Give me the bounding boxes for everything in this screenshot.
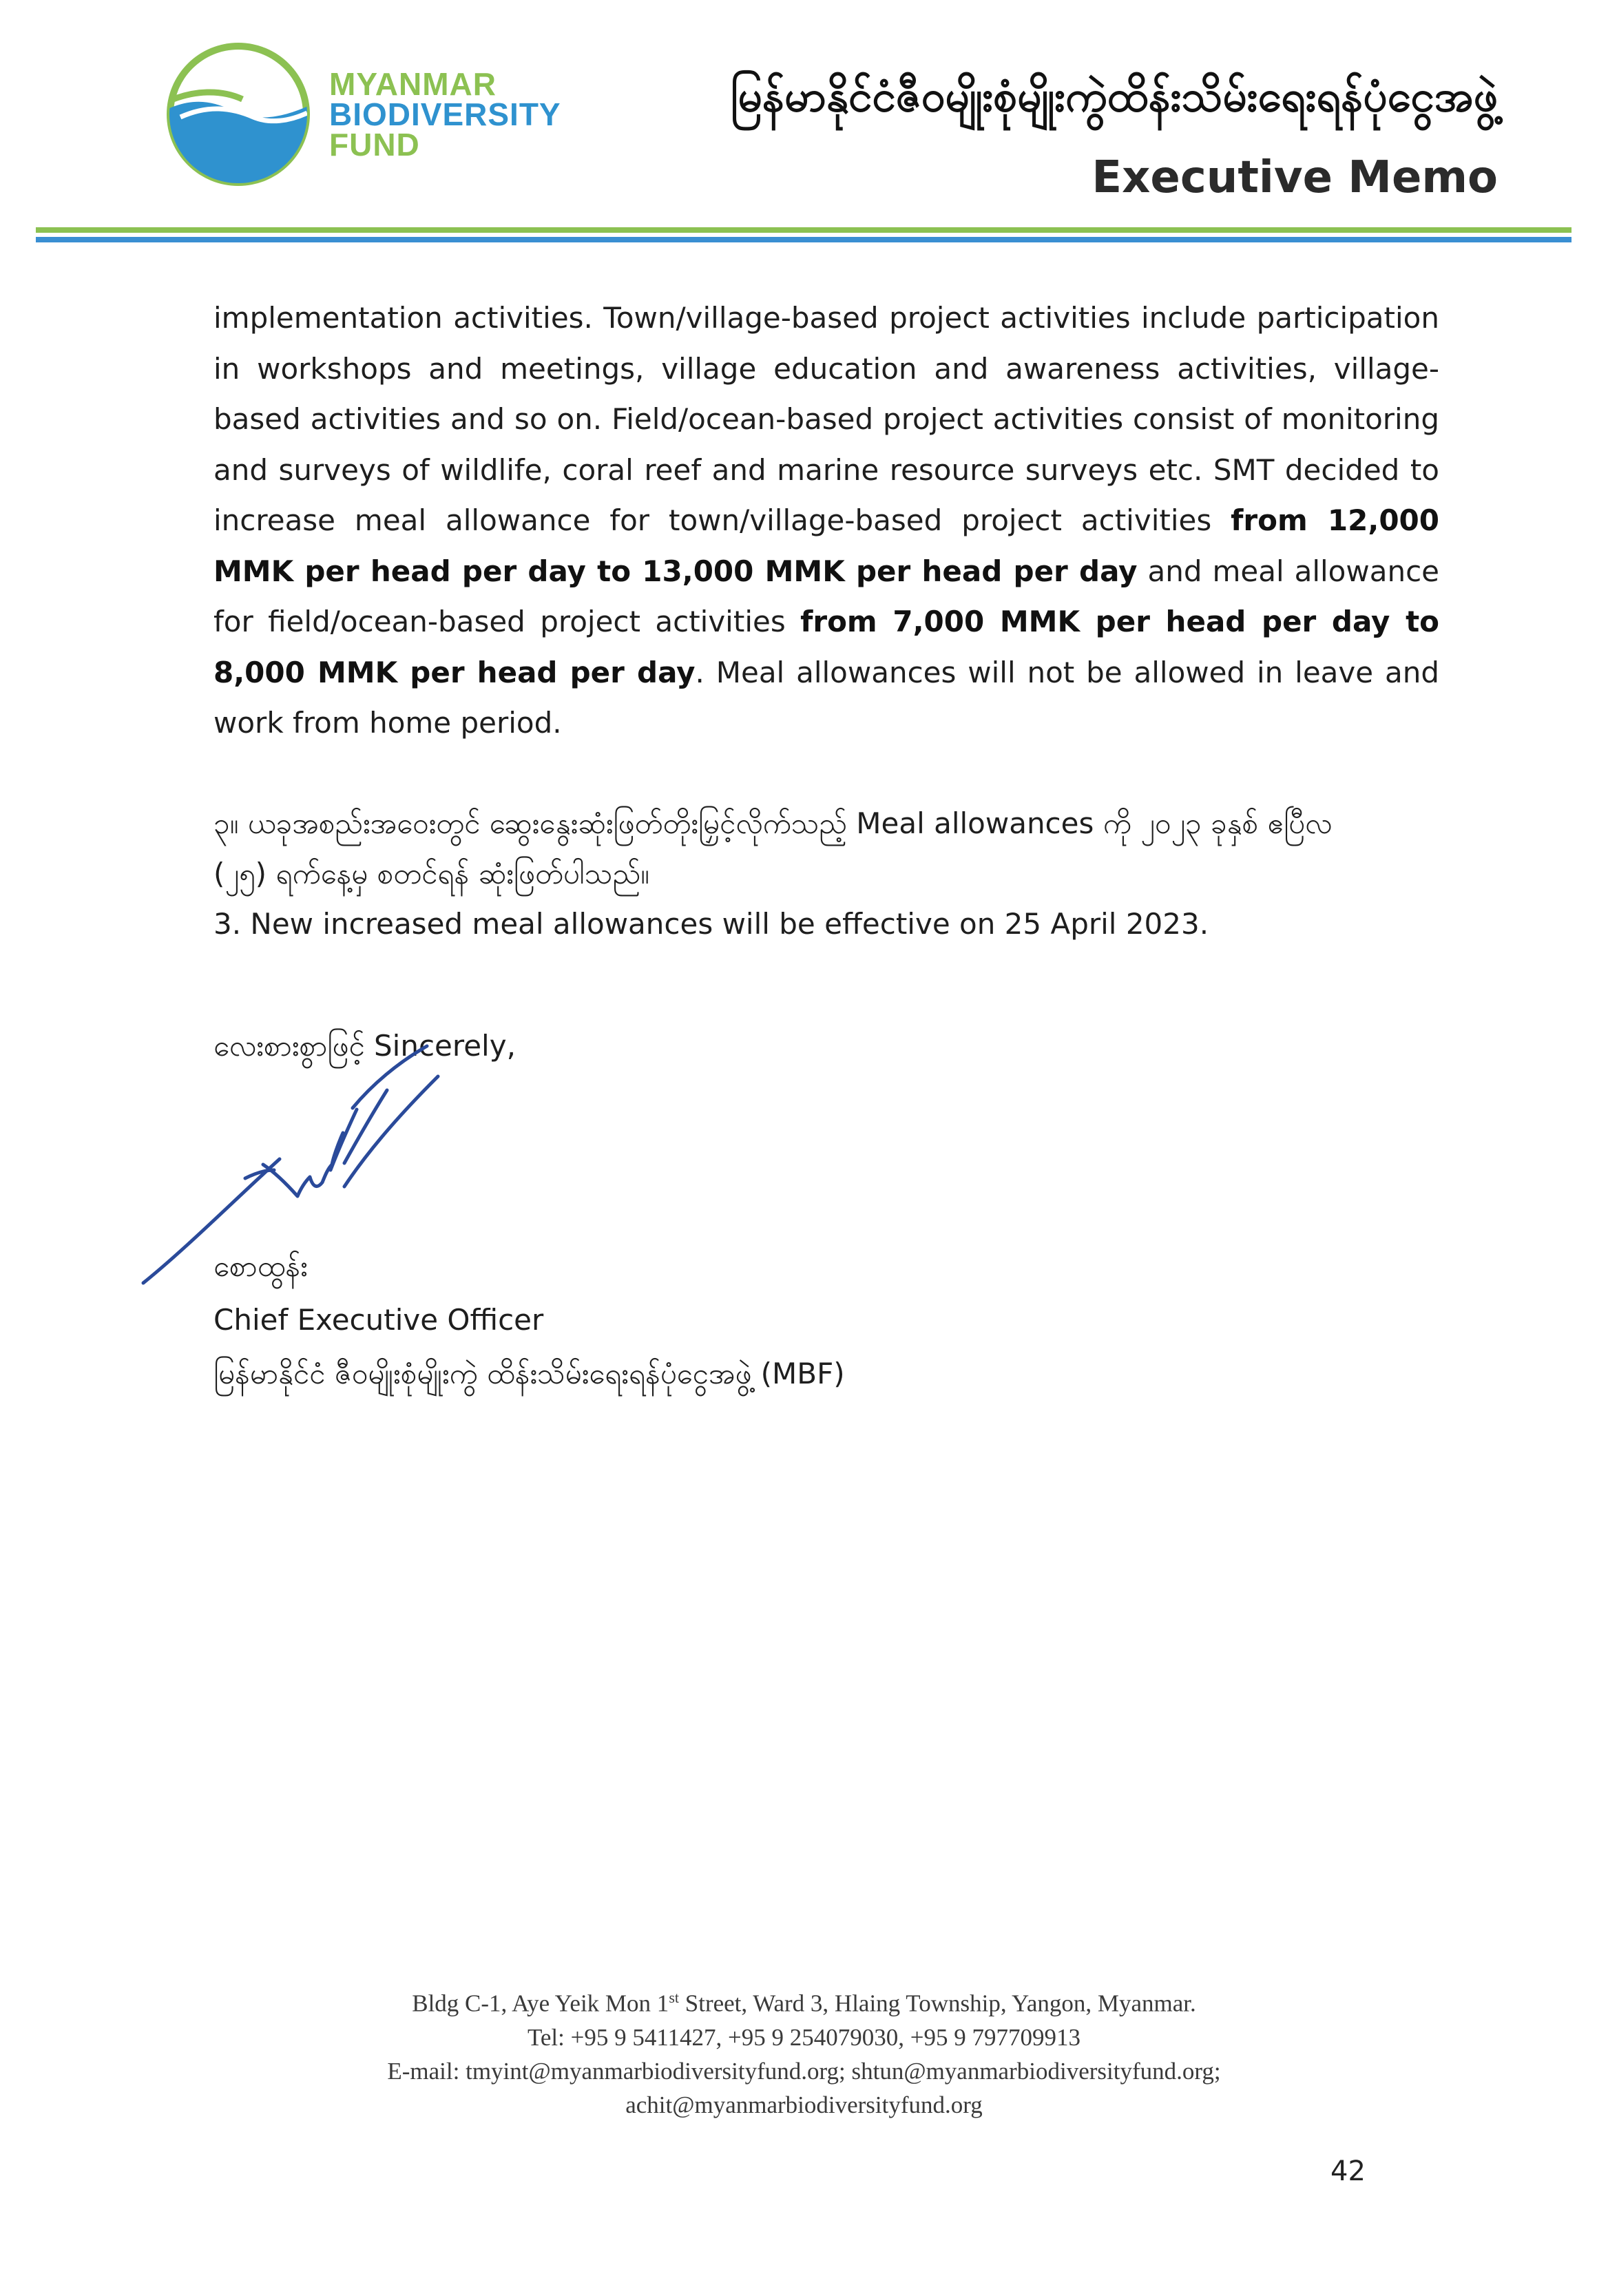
item-3-myanmar-line-1: ၃။ ယခုအစည်းအဝေးတွင် ဆွေးနွေးဆုံးဖြတ်တိုးမြှင့်လိုက်သည့် Meal allowances ကို ၂၀၂၃ ခုနှစ် ဧပြီလ xyxy=(213,806,1333,840)
footer-address-part-2: Street, Ward 3, Hlaing Township, Yangon, Myanmar. xyxy=(679,1990,1196,2017)
brand-line-3: FUND xyxy=(329,127,420,163)
footer-address-superscript: st xyxy=(669,1989,679,2006)
header-divider-green xyxy=(36,227,1572,233)
signature-area xyxy=(213,1071,1439,1240)
signer-organization: မြန်မာနိုင်ငံ ဇီဝမျိုးစုံမျိုးကွဲ ထိန်းသိမ်းရေးရန်ပုံငွေအဖွဲ့ (MBF) xyxy=(213,1356,845,1390)
item-3 xyxy=(213,798,1439,949)
field-allowance-change: from 7,000 MMK per head per day to 8,000 MMK per head per day xyxy=(213,605,1439,689)
town-allowance-change: from 12,000 MMK per head per day to 13,000 MMK per head per day xyxy=(213,503,1439,588)
paragraph-text-3: . Meal allowances will not be allowed in leave and work from home period. xyxy=(213,655,1439,740)
item-3-english: 3. New increased meal allowances will be effective on 25 April 2023. xyxy=(213,906,1209,941)
org-name-myanmar: မြန်မာနိုင်ငံဇီဝမျိုးစုံမျိုးကွဲထိန်းသိမ်းရေးရန်ပုံငွေအဖွဲ့ xyxy=(731,71,1498,121)
mbf-logo xyxy=(160,36,317,193)
closing-salutation: လေးစားစွာဖြင့် Sincerely, xyxy=(213,1028,516,1063)
memo-body xyxy=(213,293,1439,1401)
handwritten-signature xyxy=(138,1042,461,1304)
header-divider-blue xyxy=(36,237,1572,242)
footer-address xyxy=(0,1981,1608,2021)
footer-address-part-1: Bldg C-1, Aye Yeik Mon 1 xyxy=(412,1990,669,2017)
page-number: 42 xyxy=(1330,2156,1366,2187)
item-3-myanmar-line-2: (၂၅) ရက်နေ့မှ စတင်ရန် ဆုံးဖြတ်ပါသည်။ xyxy=(213,856,649,890)
document-type-title: Executive Memo xyxy=(1092,152,1498,203)
brand-line-1: MYANMAR xyxy=(329,66,497,102)
signer-title: Chief Executive Officer xyxy=(213,1302,544,1337)
signer-name: စောထွန်း xyxy=(213,1249,308,1283)
footer-email-line-2: achit@myanmarbiodiversityfund.org xyxy=(625,2091,983,2118)
footer-email-line-1: E-mail: tmyint@myanmarbiodiversityfund.org; shtun@myanmarbiodiversityfund.org; xyxy=(387,2057,1221,2085)
paragraph-text-2: and meal allowance for field/ocean-based project activities xyxy=(213,554,1439,638)
mbf-logo-icon xyxy=(160,36,317,193)
body-paragraph xyxy=(213,293,1439,749)
page-footer xyxy=(0,1981,1608,2122)
paragraph-text-1: implementation activities. Town/village-based project activities include participation in workshops and meetings, village education and awareness activities, village-based activities and so on. Field/ocean-based project activities consist of monitoring and surveys of wildlife, coral reef and marine resource surveys etc. SMT decided to increase meal allowance for town/village-based project activities xyxy=(213,301,1439,537)
brand-wordmark xyxy=(329,66,605,163)
footer-phone: Tel: +95 9 5411427, +95 9 254079030, +95 9 797709913 xyxy=(527,2023,1081,2051)
brand-line-2: BIODIVERSITY xyxy=(329,96,561,132)
